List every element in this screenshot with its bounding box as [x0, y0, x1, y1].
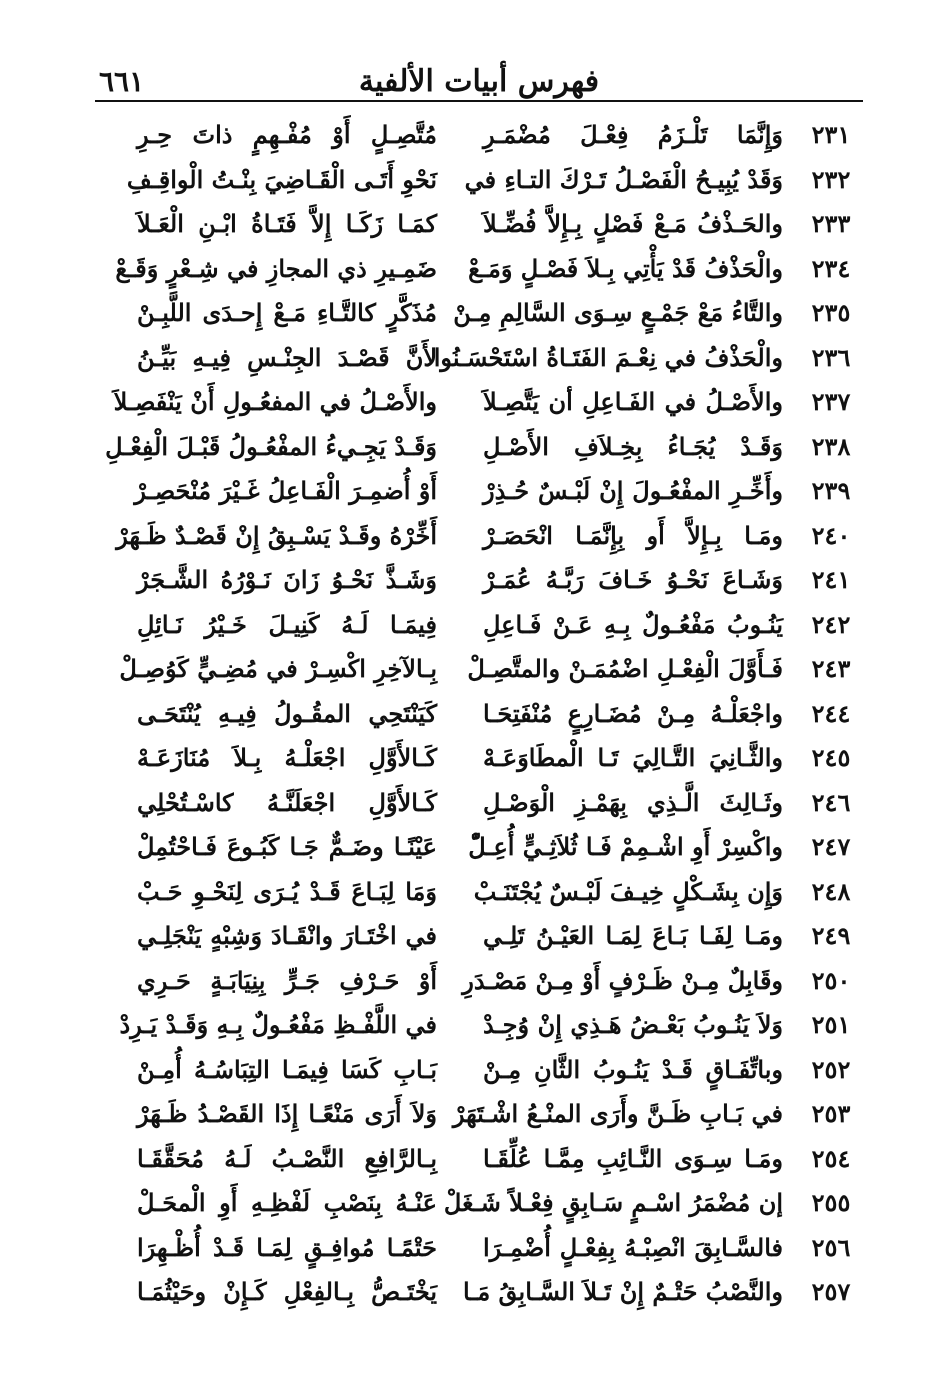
verse-number: ٢٣٢	[811, 164, 851, 194]
second-hemistich: بِـالآخِرِ اكْسِـرْ في مُضِـيٍّ كَوُصِـلْ	[119, 654, 437, 683]
first-hemistich: وَقَدْ يُبِيـحُ الْفَصْـلُ تَـرْكَ التـاءِ في	[464, 164, 783, 194]
verse-number: ٢٣١	[811, 120, 851, 149]
verse-index-list	[95, 114, 863, 1316]
verse-number: ٢٤٢	[811, 609, 851, 639]
second-hemistich: لأَنَّ قَصْـدَ الجِنْـسِ فِيـهِ بَيِّـنُ	[137, 342, 437, 372]
verse-number: ٢٥٣	[811, 1099, 851, 1128]
first-hemistich: وَلاَ يَنُـوبُ بَعْـضُ هَـذِي إِنْ وُجِـدْ	[483, 1010, 783, 1039]
first-hemistich: وباتِّفَـاقٍ قَـدْ يَنُـوبُ الثَّانِ مِـنْ	[483, 1054, 783, 1084]
first-hemistich: والتَّاءُ مَعْ جَمْـعٍ سِـوَى السَّالِمِ مِـنْ	[453, 298, 783, 327]
verse-row	[95, 693, 863, 738]
second-hemistich: كَـالأَوَّلِ اجْعَلَنَّـهُ كاسْـتُحْلِي	[137, 787, 437, 817]
page-number: ٦٦١	[99, 65, 145, 98]
second-hemistich: فِيمَـا لَـهُ كَنِيـلَ خَـيْرُ نَـائِلِ	[137, 609, 437, 639]
verse-row	[95, 782, 863, 827]
verse-row	[95, 203, 863, 248]
first-hemistich: وَقَـدْ يُجَـاءُ بِخِـلاَفِ الأَصْـلِ	[483, 431, 783, 461]
verse-number: ٢٤٦	[811, 787, 851, 817]
first-hemistich: والحَـذْفُ مَـعْ فَصْلٍ بِـإِلاَّ فُضِّـلاَ	[483, 209, 783, 238]
second-hemistich: نَحْوِ أَتَـى الْقَـاضِيَ بِنْـتُ الْواقِـفِ	[126, 164, 437, 194]
second-hemistich: يَخْتَـصُّ بِـالفِعْلِ كَـإِنْ وحَيْثُمَـا	[137, 1277, 437, 1306]
second-hemistich: في اللَّفْـظِ مَفْعُـولٌ بِـهِ وَقَـدْ يَـرِدْ	[119, 1010, 437, 1039]
verse-row	[95, 737, 863, 782]
second-hemistich: في اخْتَـارَ وانْقَـادَ وَشِبْهٍ يَنْجَلِـي	[137, 921, 437, 950]
verse-row	[95, 559, 863, 604]
second-hemistich: مُذَكَّرٍ كالتَّـاءِ مَـعْ إِحـدَى اللَّبِـنْ	[137, 298, 437, 327]
verse-number: ٢٤٧	[811, 832, 851, 861]
verse-row	[95, 381, 863, 426]
second-hemistich: بِـالرَّافِعِ النَّصْـبُ لَـهُ مُحَقَّقَـا	[137, 1143, 437, 1173]
second-hemistich: وَمَا لِبَـاعَ قَـدْ يُـرَى لِنَحْـوِ حَـبْ	[137, 876, 437, 906]
second-hemistich: أَوْ حَـرْفِ جَـرٍّ بِنِيَابَـةٍ حَـرِي	[137, 965, 437, 995]
first-hemistich: فَـأَوَّلَ الْفِعْـلِ اضْمُمَـنْ والمتَّصِـلْ	[467, 654, 783, 683]
verse-row	[95, 1182, 863, 1227]
page-title: فهرس أبيات الألفية	[358, 64, 600, 99]
verse-row	[95, 826, 863, 871]
verse-number: ٢٣٩	[811, 476, 851, 505]
verse-row	[95, 515, 863, 560]
header-divider	[95, 100, 863, 102]
first-hemistich: وقَابِلٌ مِـنْ ظَـرْفٍ أَوْ مِـنْ مَصْـدَرِ	[462, 965, 783, 995]
verse-row	[95, 1004, 863, 1049]
page-header	[95, 62, 863, 102]
second-hemistich: بَـابِ كَسَا فِيمَـا التِبَاسُـهُ أُمِـنْ	[137, 1054, 437, 1084]
second-hemistich: والأَصْـلُ في المفعُـولِ أَنْ يَنْفَصِـلاَ	[113, 387, 437, 416]
first-hemistich: والأَصْـلُ في الفَـاعِلِ أن يَتَّصِـلاَ	[483, 387, 783, 416]
verse-row	[95, 915, 863, 960]
second-hemistich: ضَمِـيرِ ذي المجازِ في شِـعْرٍ وَقَـعْ	[115, 253, 437, 283]
verse-number: ٢٣٥	[811, 298, 851, 327]
verse-number: ٢٤٥	[811, 743, 851, 772]
first-hemistich: فالسَّـابِقَ انْصِبْـهُ بِفِعْـلٍ أُضْمِـرَا	[483, 1232, 783, 1262]
verse-row	[95, 1049, 863, 1094]
second-hemistich: وَلاَ أَرَى مَنْعًـا إِذَا القَصْـدُ ظَـهَرْ	[137, 1099, 437, 1128]
first-hemistich: وَشَـاعَ نَحْـوُ خَـافَ رَبَّـهُ عُمَـرْ	[483, 565, 783, 594]
second-hemistich: كَيَنْتَحِي المقُـولُ فِيـهِ يُنْتَحَـى	[137, 698, 437, 728]
second-hemistich: مُتَّصِـلٍ أَوْ مُفْـهِمٍ ذاتَ حِـرِ	[137, 120, 437, 149]
verse-row	[95, 604, 863, 649]
second-hemistich: كَـالأَوَّلِ اجْعَلْـهُ بِـلاَ مُنَازَعَـهْ	[137, 743, 437, 772]
verse-number: ٢٤٣	[811, 654, 851, 683]
verse-row	[95, 1138, 863, 1183]
verse-row	[95, 1227, 863, 1272]
verse-number: ٢٥٥	[811, 1188, 851, 1217]
second-hemistich: أَخِّرْهُ وقَـدْ يَسْـبِقُ إِنْ قَصْـدٌ ظَـهَرْ	[116, 520, 437, 550]
second-hemistich: وَشَـذَّ نَحْـوُ زَانَ نَـوْرُهُ الشَّـجَرْ	[137, 565, 437, 594]
verse-row	[95, 337, 863, 382]
verse-row	[95, 426, 863, 471]
first-hemistich: واكْسِرْ أَوِ اشْـمِمْ فَـا ثُلاَثِـيٍّ أُعِـلّْ	[468, 832, 783, 861]
verse-number: ٢٤٤	[811, 698, 851, 728]
first-hemistich: ومَـا لِفَـا بَـاعَ لِمَـا العَيْـنُ تَلِـي	[483, 921, 783, 950]
verse-row	[95, 114, 863, 159]
verse-number: ٢٣٨	[811, 431, 851, 461]
verse-row	[95, 1271, 863, 1316]
verse-row	[95, 960, 863, 1005]
verse-number: ٢٤٩	[811, 921, 851, 950]
verse-number: ٢٣٤	[811, 253, 851, 283]
verse-number: ٢٣٦	[811, 342, 851, 372]
first-hemistich: وثَـالِثَ الَّـذِي بِهَمْـزِ الْوَصْـلِ	[483, 787, 783, 817]
second-hemistich: عَنْـهُ بِنَصْبِ لَفْظِـهِ أَوِ الْمحَـلْ	[137, 1188, 437, 1217]
verse-number: ٢٤٠	[811, 520, 851, 550]
verse-row	[95, 248, 863, 293]
first-hemistich: والثَّـانِيَ التَّـالِيَ تَـا الْمطَاوَعَـهْ	[483, 743, 783, 772]
verse-number: ٢٥٧	[811, 1277, 851, 1306]
verse-number: ٢٤١	[811, 565, 851, 594]
first-hemistich: وَإِنَّمَا تَلْـزَمُ فِعْـلَ مُضْمَـرِ	[483, 120, 783, 149]
verse-row	[95, 470, 863, 515]
verse-number: ٢٣٣	[811, 209, 851, 238]
first-hemistich: وأَخِّـرِ المفْعُـولَ إِنْ لَبْـسٌ حُـذِرْ	[483, 476, 783, 505]
verse-row	[95, 292, 863, 337]
first-hemistich: ومَـا سِـوَى النَّـائِبِ مِمَّـا عُلِّقَـا	[483, 1143, 783, 1173]
first-hemistich: وَإِن بِشَـكْلٍ خِيـفَ لَبْـسٌ يُجْتَنَـبْ	[473, 876, 783, 906]
first-hemistich: ومَـا بِـإِلاَّ أَو بِإِنَّمَـا انْحَصَـرْ	[483, 520, 783, 550]
second-hemistich: وَقَـدْ يَجِـيءُ المفْعُـولُ قَبْـلَ الْفِعْـلِ	[105, 431, 437, 461]
verse-number: ٢٥٠	[811, 965, 851, 995]
first-hemistich: إن مُضْمَرُ اسْـمٍ سَـابِقٍ فِعْـلاً شَـغَلْ	[443, 1188, 783, 1217]
verse-number: ٢٥٤	[811, 1143, 851, 1173]
verse-number: ٢٥١	[811, 1010, 851, 1039]
second-hemistich: حَتْمًـا مُوافِـقٍ لِمَـا قَـدْ أُظْـهِرَا	[137, 1232, 437, 1262]
verse-row	[95, 871, 863, 916]
second-hemistich: عَيْنًـا وضَـمٌّ جَـا كَبُـوعَ فَـاحْتُمِلْ	[137, 832, 437, 861]
verse-row	[95, 648, 863, 693]
first-hemistich: واجْعَلْـهُ مِـنْ مُضَـارِعٍ مُنْفَتِحَـا	[483, 698, 783, 728]
first-hemistich: والْحَذْفُ قَدْ يَأْتِي بِـلاَ فَصْـلٍ وَمَـعْ	[468, 253, 783, 283]
verse-number: ٢٤٨	[811, 876, 851, 906]
verse-row	[95, 1093, 863, 1138]
verse-number: ٢٥٦	[811, 1232, 851, 1262]
verse-row	[95, 159, 863, 204]
verse-number: ٢٥٢	[811, 1054, 851, 1084]
verse-number: ٢٣٧	[811, 387, 851, 416]
second-hemistich: كمَـا زَكَـا إِلاَّ فَتَـاةُ ابْـنِ الْعَـلاَ	[137, 209, 437, 238]
second-hemistich: أَوْ أُضمِـرَ الْفَـاعِلُ غَـيْرَ مُنْحَصِـرْ	[134, 476, 437, 505]
first-hemistich: يَنُـوبُ مَفْعُـولٌ بِـهِ عَـنْ فَـاعِلِ	[483, 609, 783, 639]
first-hemistich: في بَـابِ ظَـنَّ وأَرَى المنْـعُ اشْـتَهَرْ	[452, 1099, 783, 1128]
first-hemistich: والنَّصْبُ حَتْـمٌ إِنْ تَـلاَ السَّـابِقُ مَـا	[462, 1277, 783, 1306]
first-hemistich: والْحَذْفُ في نِعْـمَ الفَتَـاةُ اسْتَحْسَـنُوا	[433, 342, 783, 372]
